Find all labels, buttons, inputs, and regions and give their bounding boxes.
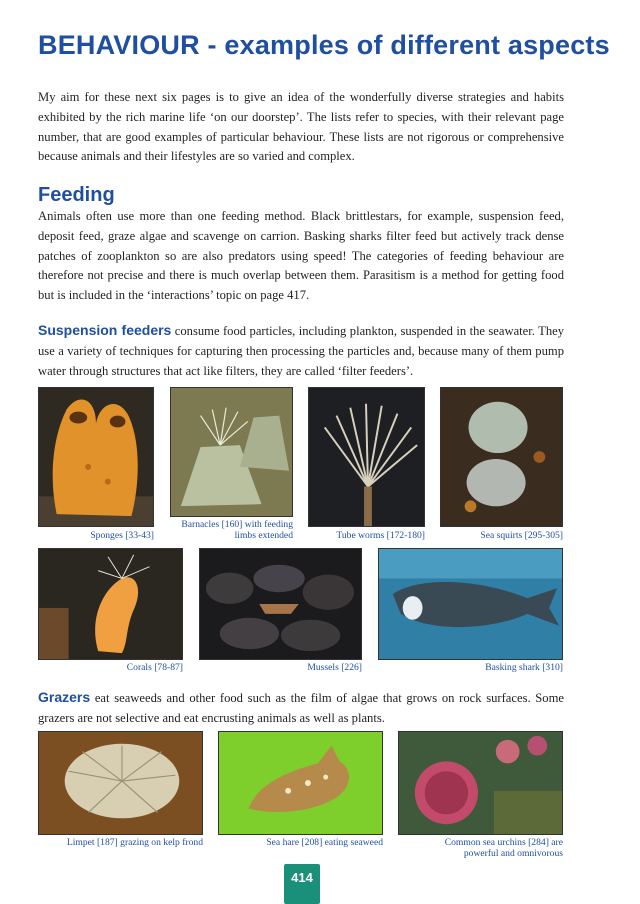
feeding-heading: Feeding [38, 184, 115, 206]
mussels-caption: Mussels [226] [307, 662, 362, 673]
page-title: BEHAVIOUR - examples of different aspects [38, 30, 610, 60]
urchins-photo [398, 731, 563, 835]
urchins-caption: Common sea urchins [284] are powerful and omnivorous [444, 837, 563, 859]
mussels-photo [199, 548, 362, 660]
grazers-text: eat seaweeds and other food such as the film of algae that grows on rock surfaces. Some grazers are not selective and eat encrusting animals as well as plants. [38, 691, 564, 725]
suspension-lead: Suspension feeders [38, 322, 172, 338]
shark-photo [378, 548, 563, 660]
barnacles-photo [170, 387, 293, 517]
sponges-photo [38, 387, 154, 527]
intro-paragraph: My aim for these next six pages is to give an idea of the wonderfully diverse strategies and habits exhibited by the rich marine life ‘on our doorstep’. The lists refer to species, with their relevant page number, that are good examples of particular behaviour. These lists are not rigorous or comprehensive because animals and their lifestyles are so varied and complex. [38, 90, 564, 164]
shark-caption: Basking shark [310] [485, 662, 563, 673]
suspension-paragraph [38, 321, 564, 381]
limpet-photo [38, 731, 203, 835]
grazers-paragraph [38, 688, 564, 729]
feeding-paragraph: Animals often use more than one feeding method. Black brittlestars, for example, suspension feed, deposit feed, graze algae and scavenge on carrion. Basking sharks filter feed but actively track dense patches of zooplankton so are also predators using speed! The categories of feeding behaviour are therefore not precise and there is much overlap between them. Parasitism is a method for getting food but is included in the ‘interactions’ topic on page 417. [38, 209, 564, 303]
grazers-lead: Grazers [38, 689, 91, 705]
seahare-photo [218, 731, 383, 835]
limpet-caption: Limpet [187] grazing on kelp frond [66, 837, 203, 848]
barnacles-caption: Barnacles [160] with feeding limbs extended [181, 519, 293, 541]
page-number: 414 [284, 864, 320, 904]
tubeworms-photo [308, 387, 425, 527]
corals-photo [38, 548, 183, 660]
corals-caption: Corals [78-87] [126, 662, 183, 673]
seasquirts-caption: Sea squirts [295-305] [480, 530, 563, 541]
seahare-caption: Sea hare [208] eating seaweed [266, 837, 383, 848]
seasquirts-photo [440, 387, 563, 527]
sponges-caption: Sponges [33-43] [90, 530, 154, 541]
tubeworms-caption: Tube worms [172-180] [336, 530, 425, 541]
suspension-text: consume food particles, including plankton, suspended in the seawater. They use a variety of techniques for capturing then processing the particles and, because many of them pump water through structures that act like filters, they are called ‘filter feeders’. [38, 324, 564, 378]
